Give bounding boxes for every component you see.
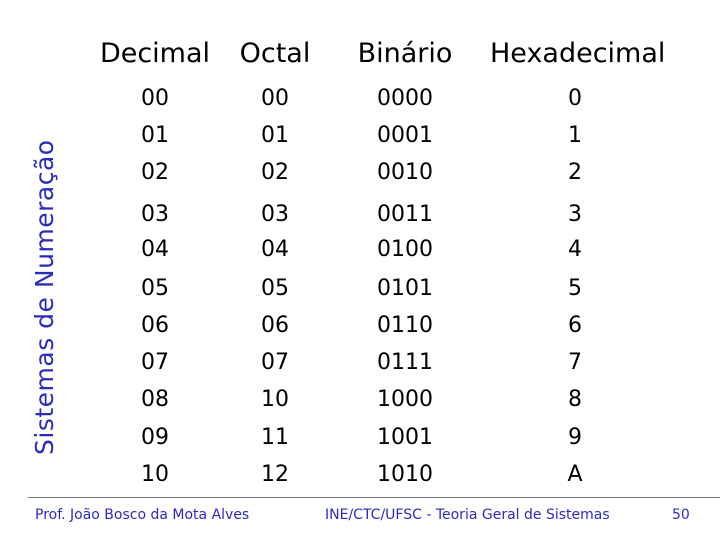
table-cell: 03: [261, 202, 289, 227]
table-cell: 0001: [377, 123, 433, 148]
vertical-title: Sistemas de Numeração: [30, 139, 59, 455]
header-bin-rio: Binário: [357, 38, 453, 69]
table-cell: 05: [261, 276, 289, 301]
table-cell: 12: [261, 462, 289, 487]
table-cell: 0: [568, 86, 582, 111]
table-cell: 06: [141, 313, 169, 338]
table-cell: 07: [141, 350, 169, 375]
table-cell: 09: [141, 425, 169, 450]
table-cell: 1001: [377, 425, 433, 450]
table-cell: 10: [141, 462, 169, 487]
table-cell: 03: [141, 202, 169, 227]
table-cell: 00: [261, 86, 289, 111]
footer-course: INE/CTC/UFSC - Teoria Geral de Sistemas: [325, 507, 610, 523]
table-cell: 0110: [377, 313, 433, 338]
table-cell: 6: [568, 313, 582, 338]
table-cell: 1000: [377, 387, 433, 412]
table-cell: 0000: [377, 86, 433, 111]
table-cell: 00: [141, 86, 169, 111]
table-cell: 11: [261, 425, 289, 450]
page-number: 50: [672, 507, 690, 523]
header-hexadecimal: Hexadecimal: [490, 38, 666, 69]
header-decimal: Decimal: [99, 38, 211, 69]
table-cell: 01: [141, 123, 169, 148]
table-cell: 5: [568, 276, 582, 301]
footer-divider: [28, 497, 720, 498]
table-cell: 02: [261, 160, 289, 185]
table-cell: 3: [568, 202, 582, 227]
table-cell: 8: [568, 387, 582, 412]
table-cell: A: [567, 462, 583, 487]
table-cell: 1010: [377, 462, 433, 487]
table-cell: 7: [568, 350, 582, 375]
table-cell: 2: [568, 160, 582, 185]
table-cell: 04: [141, 237, 169, 262]
table-cell: 06: [261, 313, 289, 338]
table-cell: 0100: [377, 237, 433, 262]
table-cell: 01: [261, 123, 289, 148]
table-cell: 0101: [377, 276, 433, 301]
table-cell: 05: [141, 276, 169, 301]
table-cell: 1: [568, 123, 582, 148]
table-cell: 4: [568, 237, 582, 262]
table-cell: 9: [568, 425, 582, 450]
table-cell: 08: [141, 387, 169, 412]
table-cell: 0111: [377, 350, 433, 375]
footer-author: Prof. João Bosco da Mota Alves: [35, 507, 250, 523]
table-cell: 07: [261, 350, 289, 375]
header-octal: Octal: [239, 38, 311, 69]
table-cell: 10: [261, 387, 289, 412]
table-cell: 0010: [377, 160, 433, 185]
table-cell: 02: [141, 160, 169, 185]
table-cell: 0011: [377, 202, 433, 227]
table-cell: 04: [261, 237, 289, 262]
